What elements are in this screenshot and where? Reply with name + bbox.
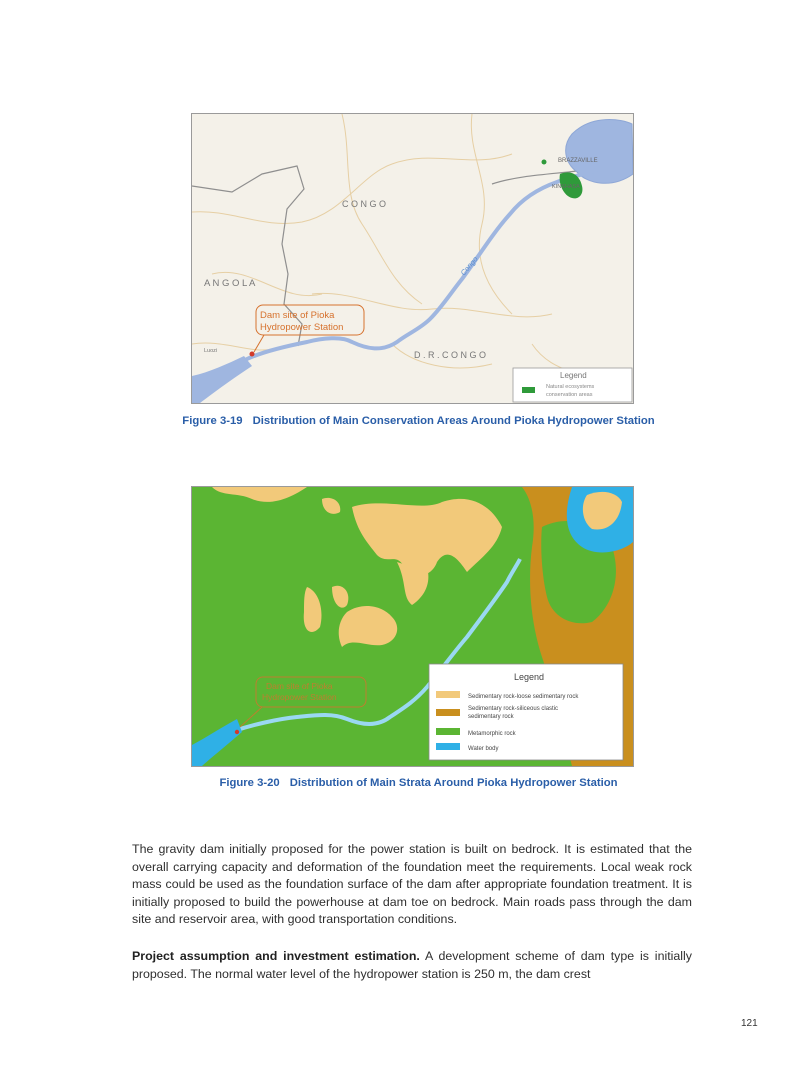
legend-item-1: Natural ecosystems: [546, 384, 595, 390]
legend-siliceous-1: Sedimentary rock-siliceous clastic: [468, 706, 559, 712]
legend-title: Legend: [560, 371, 587, 380]
label-kinshasa: KINSHASA: [552, 184, 580, 190]
dam-marker: [250, 352, 255, 357]
legend-swatch: [522, 387, 535, 393]
conservation-map-svg: [192, 114, 633, 403]
legend-swatch-loose: [436, 691, 460, 698]
dam-site-label-1: Dam site of Pioka: [260, 310, 335, 321]
dam-site-label-3: Dam site of Pioka: [266, 681, 333, 691]
caption-text: Distribution of Main Conservation Areas Around Pioka Hydropower Station: [252, 415, 655, 427]
label-brazzaville: BRAZZAVILLE: [558, 158, 598, 164]
label-drc: D . R . C O N G O: [414, 350, 487, 360]
legend-swatch-metamorphic: [436, 728, 460, 735]
legend-swatch-siliceous: [436, 709, 460, 716]
label-congo: C O N G O: [342, 199, 387, 209]
estuary: [192, 356, 252, 403]
caption-number: Figure 3-19: [182, 415, 243, 427]
legend-siliceous-2: sedimentary rock: [468, 714, 514, 720]
body-paragraph-2: [132, 948, 692, 983]
body-paragraph-1: The gravity dam initially proposed for the power station is built on bedrock. It is estimated that the overall carrying capacity and deformation of the foundation meet the requirements. Local weak rock mass could be used as the foundation surface of the dam after appropriate foundation treatment. It is initially proposed to build the powerhouse at dam toe on bedrock. Main roads pass through the dam site and reservoir area, with good transportation conditions.: [132, 842, 692, 927]
strata-legend-title: Legend: [514, 672, 545, 682]
lake: [566, 120, 633, 184]
label-luozi: Luozi: [204, 348, 218, 354]
dam-marker-2: [235, 730, 239, 734]
dam-site-label-4: Hydropower Station: [262, 692, 337, 702]
legend-metamorphic: Metamorphic rock: [468, 731, 516, 737]
dam-site-label-2: Hydropower Station: [260, 322, 344, 333]
figure-3-19-caption: [22, 415, 793, 427]
loose-sedimentary-regions: [212, 487, 502, 647]
legend-loose: Sedimentary rock-loose sedimentary rock: [468, 694, 579, 700]
legend-item-2: conservation areas: [546, 392, 593, 398]
label-angola: A N G O L A: [204, 278, 256, 289]
conservation-area-small: [542, 160, 547, 165]
caption-number-2: Figure 3-20: [219, 777, 280, 789]
page-number: 121: [741, 1018, 758, 1029]
figure-3-20-caption: [22, 777, 793, 789]
strata-map-svg: [192, 487, 633, 766]
label-river: Congo: [458, 254, 480, 278]
legend-swatch-water: [436, 743, 460, 750]
legend-water: Water body: [468, 746, 499, 752]
conservation-areas-map: [191, 113, 634, 404]
estuary-water: [192, 719, 242, 766]
paragraph-text: A development scheme of dam type is initially proposed. The normal water level of the hydropower station is 250 m, the dam crest: [132, 949, 692, 981]
strata-map: [191, 486, 634, 767]
map-borders: [192, 114, 612, 394]
caption-text-2: Distribution of Main Strata Around Pioka Hydropower Station: [289, 777, 618, 789]
paragraph-lead: Project assumption and investment estimation.: [132, 949, 420, 963]
